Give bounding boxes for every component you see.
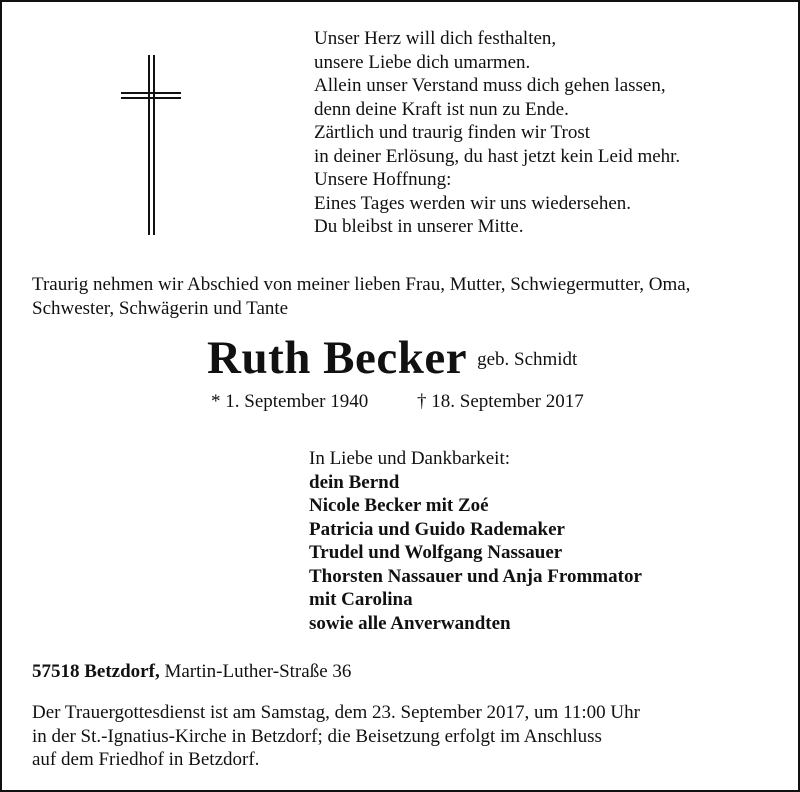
service-line: auf dem Friedhof in Betzdorf. — [32, 749, 260, 770]
mourners-block — [309, 447, 642, 635]
poem-line: Allein unser Verstand muss dich gehen lassen, — [314, 75, 666, 96]
birth-date: * 1. September 1940 — [211, 391, 369, 412]
service-line: Der Trauergottesdienst ist am Samstag, dem 23. September 2017, um 11:00 Uhr — [32, 702, 640, 723]
deceased-heading — [207, 331, 577, 385]
intro-line: Schwester, Schwägerin und Tante — [32, 297, 289, 319]
mourner-name: dein Bernd — [309, 471, 400, 493]
poem-line: Unsere Hoffnung: — [314, 169, 452, 190]
mourner-name: Thorsten Nassauer und Anja Frommator — [309, 565, 642, 587]
address-city: 57518 Betzdorf, — [32, 661, 160, 682]
mourner-name: Trudel und Wolfgang Nassauer — [309, 542, 563, 563]
service-line: in der St.-Ignatius-Kirche in Betzdorf; die Beisetzung erfolgt im Anschluss — [32, 725, 602, 747]
cross-icon — [121, 55, 181, 235]
poem-line: Zärtlich und traurig finden wir Trost — [314, 122, 590, 143]
mourner-name: Patricia und Guido Rademaker — [309, 518, 565, 540]
farewell-intro — [32, 273, 690, 320]
intro-line: Traurig nehmen wir Abschied von meiner lieben Frau, Mutter, Schwiegermutter, Oma, — [32, 274, 691, 295]
deceased-name: Ruth Becker — [207, 332, 468, 384]
service-info — [32, 701, 640, 772]
poem-line: in deiner Erlösung, du hast jetzt kein Leid mehr. — [314, 145, 681, 167]
poem-line: Eines Tages werden wir uns wiedersehen. — [314, 192, 631, 214]
mourner-name: mit Carolina — [309, 589, 413, 610]
poem-line: denn deine Kraft ist nun zu Ende. — [314, 98, 569, 120]
mourner-name: sowie alle Anverwandten — [309, 612, 511, 634]
maiden-name: geb. Schmidt — [477, 349, 578, 370]
mourners-lead: In Liebe und Dankbarkeit: — [309, 448, 511, 469]
poem — [314, 27, 680, 239]
poem-line: unsere Liebe dich umarmen. — [314, 51, 531, 73]
poem-line: Unser Herz will dich festhalten, — [314, 28, 557, 49]
poem-line: Du bleibst in unserer Mitte. — [314, 216, 524, 237]
address-street: Martin-Luther-Straße 36 — [164, 661, 352, 682]
death-date: † 18. September 2017 — [417, 391, 584, 412]
mourner-name: Nicole Becker mit Zoé — [309, 495, 489, 516]
address — [32, 661, 351, 683]
